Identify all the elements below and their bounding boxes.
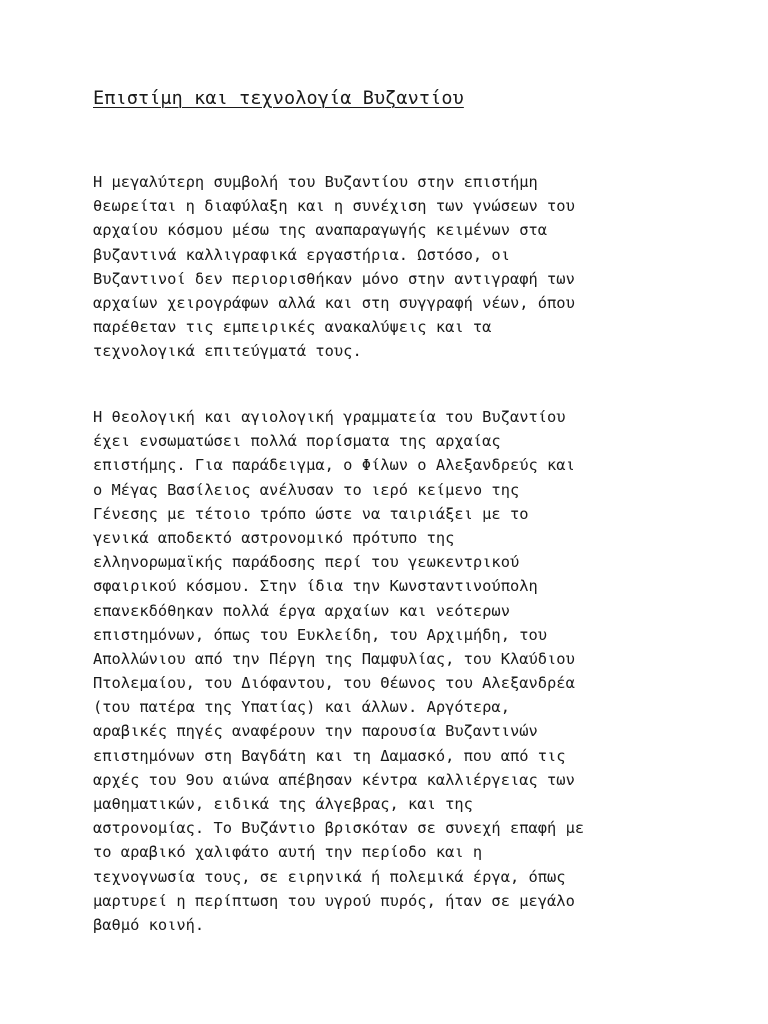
paragraph-2-line: μαρτυρεί η περίπτωση του υγρού πυρός, ήταν σε μεγάλο [93,891,575,910]
document-title: Επιστίμη και τεχνολογία Βυζαντίου [93,88,464,109]
paragraph-2-line: επιστημόνων στη Βαγδάτη και τη Δαμασκό, που από τις [93,746,566,765]
paragraph-2-line: Πτολεμαίου, του Διόφαντου, του Θέωνος του Αλεξανδρέα [93,674,575,693]
paragraph-2 [93,405,584,937]
paragraph-2-line: αραβικές πηγές αναφέρουν την παρουσία Βυζαντινών [93,722,538,741]
paragraph-2-line: Απολλώνιου από την Πέργη της Παμφυλίας, του Κλαύδιου [93,649,575,668]
paragraph-2-line: αστρονομίας. Το Βυζάντιο βρισκόταν σε συνεχή επαφή με [93,819,585,838]
paragraph-1-line: βυζαντινά καλλιγραφικά εργαστήρια. Ωστόσο, οι [93,245,510,264]
paragraph-2-line: επανεκδόθηκαν πολλά έργα αρχαίων και νεότερων [93,601,510,620]
paragraph-2-line: σφαιρικού κόσμου. Στην ίδια την Κωνσταντινούπολη [93,577,538,596]
paragraph-1-line: Βυζαντινοί δεν περιορισθήκαν μόνο στην αντιγραφή των [93,269,575,288]
paragraph-2-line: Η θεολογική και αγιολογική γραμματεία του Βυζαντίου [93,408,566,426]
paragraph-2-line: το αραβικό χαλιφάτο αυτή την περίοδο και η [93,843,483,862]
paragraph-2-line: βαθμό κοινή. [93,915,205,934]
paragraph-1-line: τεχνολογικά επιτεύγματά τους. [93,342,362,361]
paragraph-2-line: μαθηματικών, ειδικά της άλγεβρας, και της [93,795,473,813]
paragraph-2-line: αρχές του 9ου αιώνα απέβησαν κέντρα καλλιέργειας των [93,770,575,789]
paragraph-2-line: Γένεσης με τέτοιο τρόπο ώστε να ταιριάξει με το [93,504,529,523]
paragraph-2-line: επιστημόνων, όπως του Ευκλείδη, του Αρχιμήδη, του [93,625,548,644]
paragraph-2-line: έχει ενσωματώσει πολλά πορίσματα της αρχαίας [93,432,501,451]
paragraph-2-line: ελληνορωμαϊκής παράδοσης περί του γεωκεντρικού [93,553,520,572]
paragraph-1-line: αρχαίου κόσμου μέσω της αναπαραγωγής κειμένων στα [93,221,548,240]
paragraph-2-line: γενικά αποδεκτό αστρονομικό πρότυπο της [93,528,455,547]
paragraph-2-line: (του πατέρα της Υπατίας) και άλλων. Αργότερα, [93,698,510,717]
paragraph-1-line: παρέθεταν τις εμπειρικές ανακαλύψεις και τα [93,318,492,337]
paragraph-1-line: αρχαίων χειρογράφων αλλά και στη συγγραφή νέων, όπου [93,293,575,312]
paragraph-1 [93,170,575,364]
paragraph-2-line: τεχνογνωσία τους, σε ειρηνικά ή πολεμικά έργα, όπως [93,867,566,886]
paragraph-2-line: επιστήμης. Για παράδειγμα, ο Φίλων ο Αλεξανδρεύς και [93,456,575,475]
paragraph-1-line: θεωρείται η διαφύλαξη και η συνέχιση των γνώσεων του [93,197,575,216]
paragraph-1-line: Η μεγαλύτερη συμβολή του Βυζαντίου στην επιστήμη [93,173,538,191]
paragraph-2-line: ο Μέγας Βασίλειος ανέλυσαν το ιερό κείμενο της [93,480,520,499]
